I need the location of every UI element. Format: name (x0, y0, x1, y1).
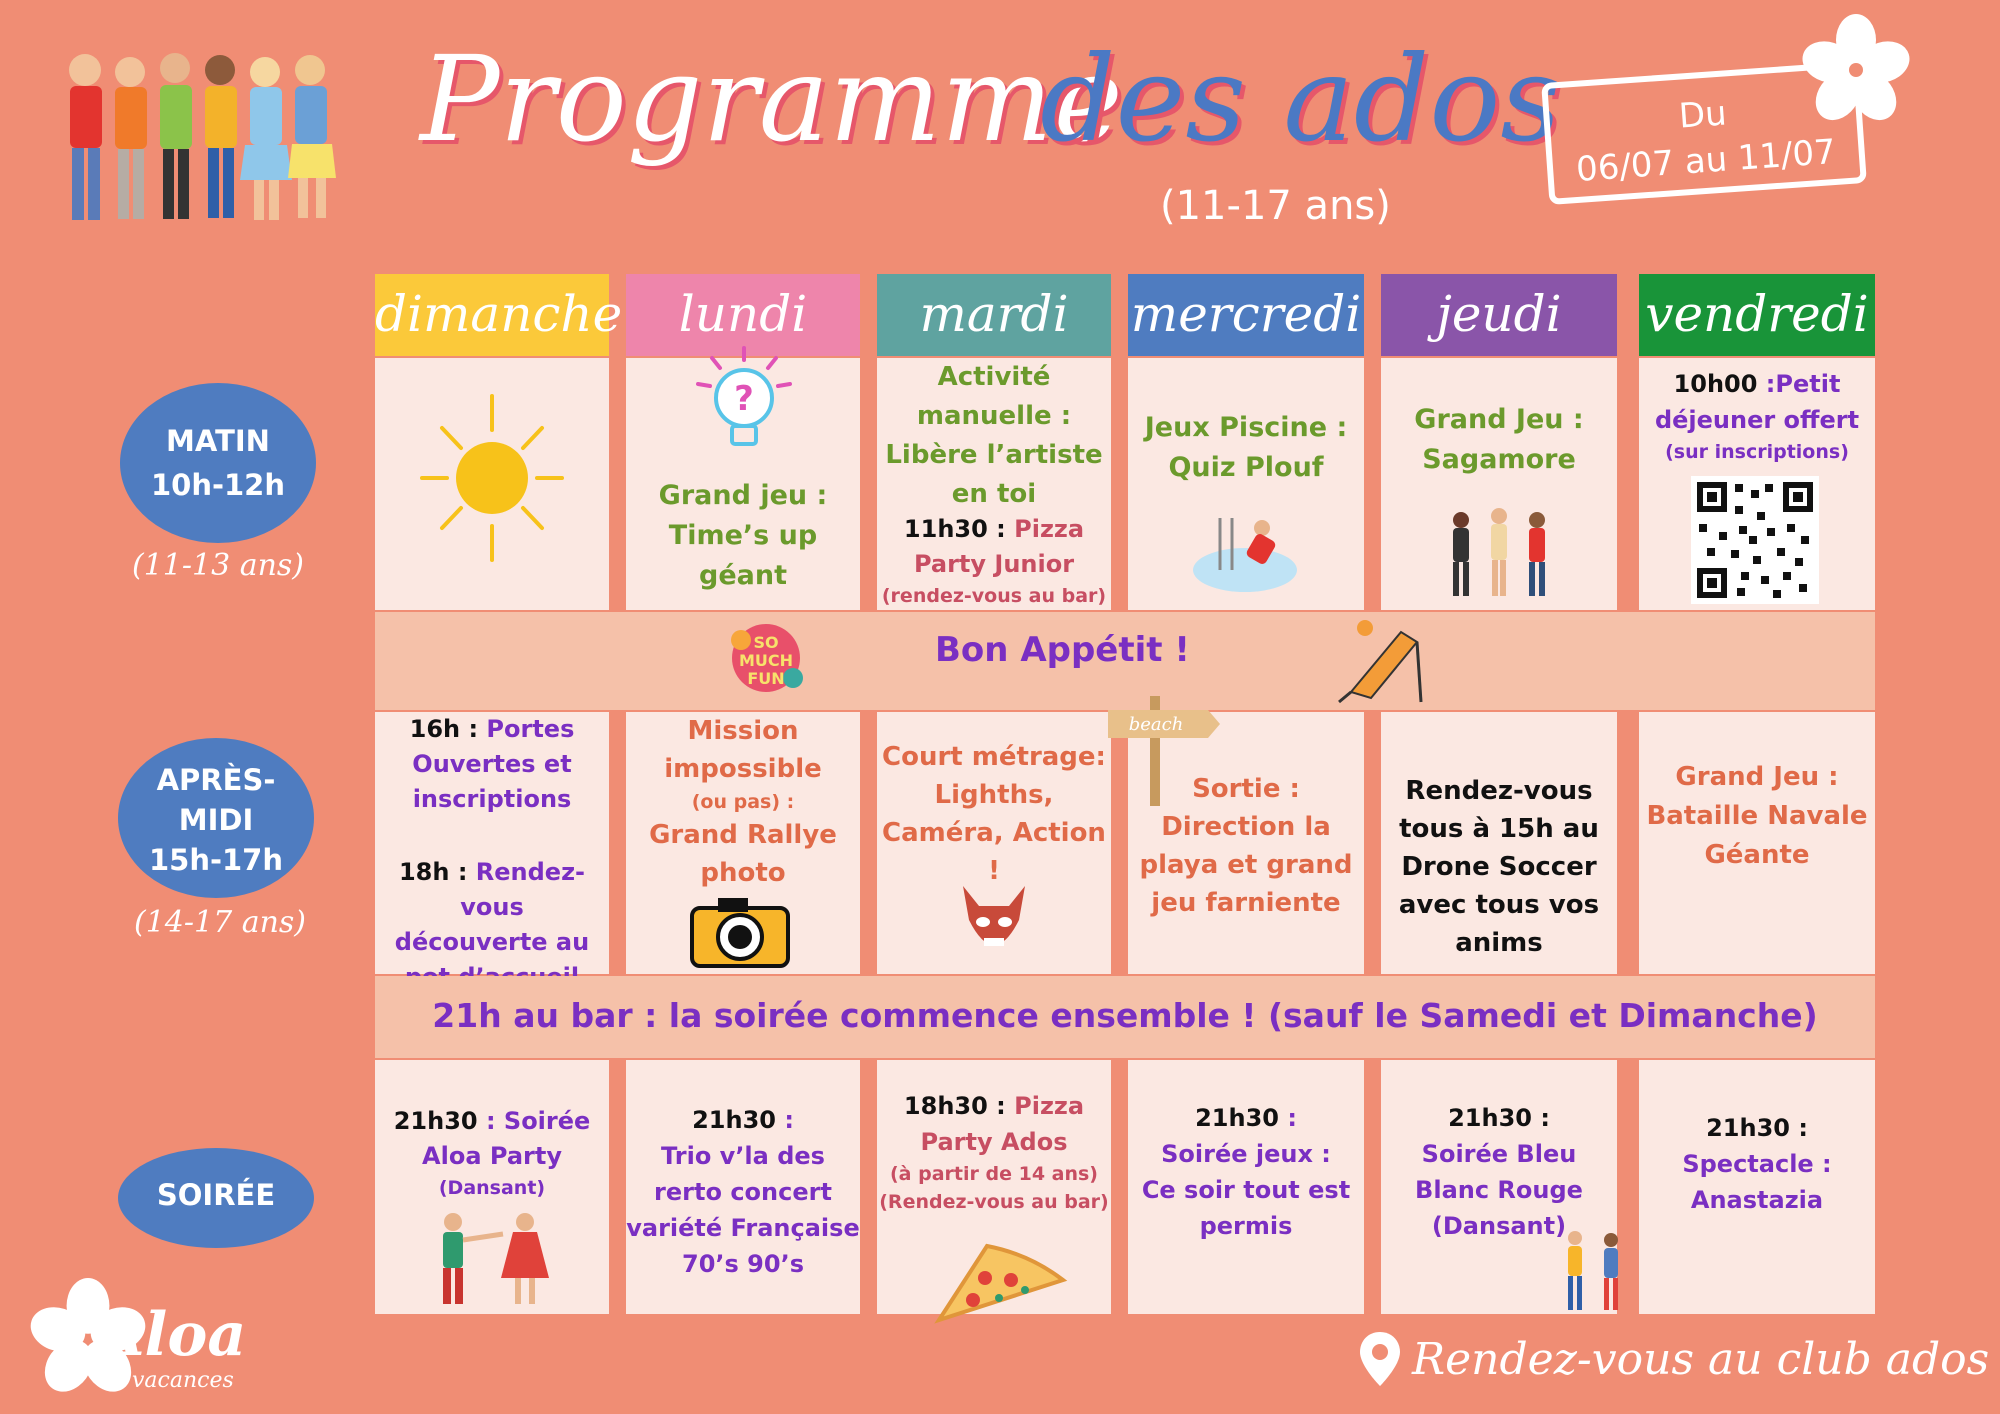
soiree-merc-line1: Soirée jeux : (1161, 1140, 1331, 1168)
so-much-fun-text: SO MUCH FUN (738, 633, 794, 688)
cell-soiree-dimanche (375, 1060, 609, 1314)
pool-dive-icon (1190, 508, 1300, 598)
soiree-merc-line3: permis (1199, 1212, 1293, 1240)
soiree-lundi-line2: rerto concert (654, 1178, 832, 1206)
soiree-mardi-act1: Pizza (1014, 1092, 1085, 1120)
soiree-lundi-line4: 70’s 90’s (682, 1250, 804, 1278)
soiree-mardi-act2: Party Ados (920, 1128, 1068, 1156)
apres-jeudi-line2: tous à 15h au (1399, 814, 1599, 844)
soiree-dim-act2: Aloa Party (422, 1142, 562, 1170)
matin-vendredi-time: 10h00 (1673, 370, 1758, 398)
mask-icon (957, 880, 1031, 966)
matin-mardi-act2: Party Junior (913, 550, 1075, 578)
soiree-merc-line2: Ce soir tout est (1141, 1176, 1351, 1204)
soiree-mardi-time: 18h30 (903, 1092, 988, 1120)
row-age-apres: (14-17 ans) (133, 905, 307, 940)
cell-apres-lundi (626, 712, 860, 974)
matin-mardi-line4: en toi (951, 479, 1037, 509)
date-stamp-line2: 06/07 au 11/07 (1574, 131, 1838, 190)
apres-mardi-line2: Lighths, (934, 780, 1054, 810)
soiree-vend-line1: Spectacle : (1682, 1150, 1832, 1178)
soiree-vend-line2: Anastazia (1690, 1186, 1824, 1214)
apres-dim-act1c: inscriptions (412, 785, 572, 813)
cell-apres-vendredi (1639, 712, 1875, 974)
row-label-matin-2: 10h-12h (150, 468, 286, 502)
pizza-icon (929, 1240, 1069, 1330)
apres-mercredi-line1: Sortie : (1192, 774, 1300, 804)
apres-vendredi-line1: Grand Jeu : (1675, 762, 1839, 792)
matin-mercredi-line2: Quiz Plouf (1168, 452, 1324, 483)
matin-mercredi-line1: Jeux Piscine : (1144, 412, 1348, 443)
so-much-fun-badge (721, 618, 811, 698)
row-label-matin (120, 383, 316, 543)
apres-lundi-line2: impossible (664, 754, 822, 784)
age-range: (11-17 ans) (1160, 183, 1391, 229)
matin-mardi-act1: Pizza (1014, 515, 1085, 543)
matin-jeudi-line2: Sagamore (1422, 444, 1576, 475)
apres-lundi-note: (ou pas) : (691, 791, 795, 813)
matin-vendredi-act1: :Petit (1757, 370, 1841, 398)
apres-dim-time1: 16h (409, 715, 461, 743)
cell-apres-mardi (877, 712, 1111, 974)
bar-banner-text: 21h au bar : la soirée commence ensemble ! (sauf le Samedi et Dimanche) (432, 996, 1818, 1035)
soiree-vend-sep: : (1789, 1114, 1808, 1142)
cell-matin-lundi (626, 358, 860, 610)
lunch-text: Bon Appétit ! (935, 630, 1190, 670)
soiree-merc-time: 21h30 (1195, 1104, 1279, 1132)
svg-text:?: ? (734, 379, 754, 419)
soiree-jeudi-time: 21h30 (1448, 1104, 1532, 1132)
cell-matin-mardi (877, 358, 1111, 610)
cell-apres-dimanche (375, 712, 609, 974)
day-header-mardi: mardi (877, 274, 1111, 356)
apres-mercredi-line4: jeu farniente (1151, 888, 1341, 918)
soiree-jeudi-line1: Soirée Bleu (1421, 1140, 1577, 1168)
matin-mardi-sep: : (987, 515, 1015, 543)
beach-sign-text: beach (1128, 714, 1184, 735)
brand-logo (28, 1278, 278, 1398)
matin-mardi-line3: Libère l’artiste (885, 440, 1103, 470)
apres-lundi-line1: Mission (687, 716, 799, 746)
soiree-lundi-time: 21h30 (692, 1106, 776, 1134)
row-label-soiree-1: SOIRÉE (156, 1178, 276, 1212)
day-header-mercredi: mercredi (1128, 274, 1364, 356)
row-label-matin-1: MATIN (166, 424, 270, 458)
cell-soiree-mardi (877, 1060, 1111, 1314)
date-stamp-line1: Du (1677, 93, 1728, 137)
cell-soiree-jeudi (1381, 1060, 1617, 1314)
matin-lundi-line2: Time’s up géant (668, 520, 818, 591)
row-label-apres-1: APRÈS- (156, 763, 276, 797)
cell-matin-jeudi (1381, 358, 1617, 610)
apres-dim-time2: 18h (398, 858, 450, 886)
apres-jeudi-line4: avec tous vos (1398, 890, 1600, 920)
idea-bulb-icon (694, 346, 794, 456)
qr-code-icon[interactable] (1691, 476, 1819, 604)
apres-vendredi-line3: Géante (1704, 840, 1810, 870)
soiree-mardi-note1: (à partir de 14 ans) (890, 1163, 1098, 1185)
day-header-lundi: lundi (626, 274, 860, 356)
soiree-jeudi-line2: Blanc Rouge (1415, 1176, 1583, 1204)
teens-group-illustration (40, 30, 370, 245)
apres-vendredi-line2: Bataille Navale (1646, 801, 1868, 831)
apres-dim-act2a: Rendez-vous (460, 858, 586, 921)
apres-lundi-line3: Grand Rallye (649, 820, 837, 850)
apres-dim-sep1: : (460, 715, 487, 743)
cell-matin-vendredi (1639, 358, 1875, 610)
matin-mardi-note: (rendez-vous au bar) (881, 585, 1107, 607)
title-programme: Programme (420, 30, 1123, 168)
soiree-dim-time: 21h30 (393, 1107, 478, 1135)
cell-soiree-lundi (626, 1060, 860, 1314)
soiree-lundi-line1: Trio v’la des (661, 1142, 825, 1170)
apres-dim-sep2: : (449, 858, 476, 886)
soiree-dim-act1: : Soirée (477, 1107, 591, 1135)
day-header-dimanche: dimanche (375, 274, 609, 356)
brand-sub: vacances (132, 1368, 234, 1393)
row-label-apres-3: 15h-17h (148, 843, 284, 877)
row-label-apres-2: MIDI (178, 803, 254, 837)
soiree-jeudi-sep: : (1531, 1104, 1550, 1132)
hibiscus-icon (1800, 14, 1912, 126)
soiree-mardi-sep: : (987, 1092, 1015, 1120)
soiree-merc-sep: : (1278, 1104, 1297, 1132)
soiree-lundi-line3: variété Française (626, 1214, 860, 1242)
cell-soiree-vendredi (1639, 1060, 1875, 1314)
apres-dim-act2b: découverte au (394, 928, 590, 956)
apres-mercredi-line3: playa et grand (1139, 850, 1353, 880)
row-label-soiree (118, 1148, 314, 1248)
matin-vendredi-note: (sur inscriptions) (1665, 441, 1849, 463)
apres-jeudi-line1: Rendez-vous (1405, 776, 1593, 806)
soiree-vend-time: 21h30 (1706, 1114, 1790, 1142)
cell-soiree-mercredi (1128, 1060, 1364, 1314)
cell-apres-jeudi (1381, 712, 1617, 974)
brand-name: Aloa (98, 1300, 247, 1370)
row-age-matin: (11-13 ans) (131, 548, 305, 583)
row-label-apres-midi (118, 738, 314, 898)
matin-mardi-line1: Activité (937, 362, 1051, 392)
matin-vendredi-act2: déjeuner offert (1654, 406, 1860, 434)
apres-mardi-line4: ! (988, 856, 1000, 886)
day-header-jeudi: jeudi (1381, 274, 1617, 356)
apres-mardi-line1: Court métrage: (882, 742, 1106, 772)
matin-mardi-line2: manuelle : (916, 401, 1072, 431)
matin-jeudi-line1: Grand Jeu : (1414, 404, 1584, 435)
dancing-couple-icon (407, 1208, 577, 1308)
camera-icon (688, 894, 792, 970)
title-des-ados: des ados (1040, 30, 1561, 168)
beach-chair-icon (1331, 612, 1431, 704)
apres-lundi-line4: photo (700, 858, 786, 888)
apres-dim-act1a: Portes (486, 715, 575, 743)
apres-mardi-line3: Caméra, Action (882, 818, 1106, 848)
matin-lundi-line1: Grand jeu : (658, 480, 828, 511)
location-pin-icon (1358, 1330, 1402, 1388)
sun-icon (417, 388, 567, 568)
dancers-icon (1439, 506, 1559, 601)
soiree-lundi-sep: : (775, 1106, 794, 1134)
apres-jeudi-line5: anims (1455, 928, 1543, 958)
cell-matin-dimanche (375, 358, 609, 610)
soiree-mardi-note2: (Rendez-vous au bar) (879, 1191, 1109, 1213)
apres-mercredi-line2: Direction la (1161, 812, 1331, 842)
matin-mardi-time: 11h30 (903, 515, 988, 543)
cell-matin-mercredi (1128, 358, 1364, 610)
apres-dim-act1b: Ouvertes et (412, 750, 572, 778)
soiree-jeudi-line3: (Dansant) (1431, 1212, 1567, 1240)
cell-apres-mercredi (1128, 712, 1364, 974)
bar-banner (375, 976, 1875, 1058)
footer-location: Rendez-vous au club ados (1412, 1334, 1990, 1385)
apres-jeudi-line3: Drone Soccer (1401, 852, 1597, 882)
day-header-vendredi: vendredi (1639, 274, 1875, 356)
soiree-dim-note: (Dansant) (438, 1177, 546, 1199)
